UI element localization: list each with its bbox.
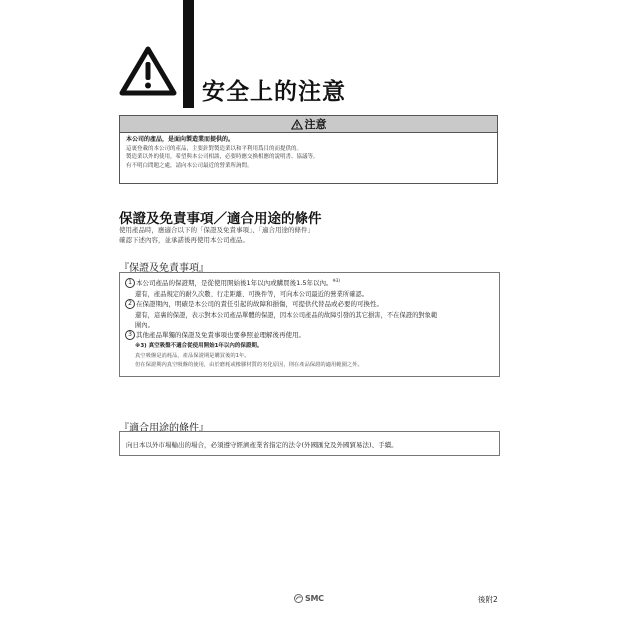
item-number: 1 xyxy=(125,278,135,288)
item-number: 3 xyxy=(125,330,135,340)
warranty-item-3 xyxy=(125,330,305,340)
smc-logo xyxy=(294,594,324,603)
warranty-box xyxy=(119,272,500,377)
warranty-item-1 xyxy=(125,278,340,288)
caution-heading: 注意 xyxy=(304,118,327,131)
section-title: 保證及免責事項／適合用途的條件 xyxy=(119,211,322,227)
item-text: 在保證期內，明確是本公司的責任引起的故障和損傷，可提供代替品或必要的可換性。 xyxy=(136,300,383,308)
caution-line: 本公司的產品，是面向製造業而提供的。 xyxy=(126,136,235,143)
footnote-line: 但在保證期內真空吸盤的使用，由於磨耗或橡膠材質的劣化原因，則在產品保證的適用範圍之外。 xyxy=(135,362,363,368)
caution-header xyxy=(120,116,497,133)
page-number: 後附2 xyxy=(478,595,498,604)
caution-box xyxy=(119,115,498,184)
smc-logo-icon xyxy=(294,594,303,603)
logo-text: SMC xyxy=(305,594,324,603)
caution-line: 有不明白問題之處，請向本公司最近的營業所詢問。 xyxy=(126,162,253,169)
footnote-line: 真空吸盤是消耗品，產品保證期是購買後的1年。 xyxy=(135,353,250,359)
item-text: 本公司產品的保證期，是從使用開始後1年以內或購買後1.5年以內。 xyxy=(136,279,333,288)
page-title: 安全上的注意 xyxy=(202,79,346,105)
item-text: 其他產品單獨的保證及免責事項也要參照並理解後再使用。 xyxy=(136,331,305,339)
suitability-title: 『適合用途的條件』 xyxy=(119,423,209,434)
header-accent-bar xyxy=(183,0,194,108)
caution-line: 製造業以外的使用，希望與本公司相談，必要時應交換相應的說明書、協議等。 xyxy=(126,154,319,161)
section-intro xyxy=(119,225,314,245)
item-continuation: 圍內。 xyxy=(135,322,154,329)
item-continuation: 還有，產品規定的耐久次數、行走距離、可換件等，可向本公司最近的營業所確認。 xyxy=(135,291,368,298)
footnote-ref: ※3) xyxy=(332,278,340,283)
warning-triangle-icon xyxy=(119,46,177,96)
intro-line: 使用產品時，應適合以下的「保證及免責事項」、「適合用途的條件」 xyxy=(119,226,314,234)
warranty-item-2 xyxy=(125,299,383,309)
item-continuation: 還有，這裏的保證，表示對本公司產品單體的保證，因本公司產品的故障引發的其它損害，不在保證的對象範 xyxy=(135,312,438,319)
intro-line: 確認下述內容，並承諾後再使用本公司產品。 xyxy=(119,236,249,244)
footnote-heading: ※3) 真空吸盤不適合從使用開始1年以內的保證期。 xyxy=(135,343,263,349)
suitability-box xyxy=(119,431,500,456)
suitability-text: 向日本以外市場輸出的場合，必須遵守經濟產業省指定的法令(外國匯兌及外國貿易法)、手續。 xyxy=(126,441,398,449)
small-warning-triangle-icon xyxy=(291,119,303,130)
item-number: 2 xyxy=(125,299,135,309)
caution-line: 這裏登載的本公司的產品，主要針對製造業以和平利用爲目的而提供的。 xyxy=(126,145,303,152)
warranty-title: 『保證及免責事項』 xyxy=(119,263,209,274)
